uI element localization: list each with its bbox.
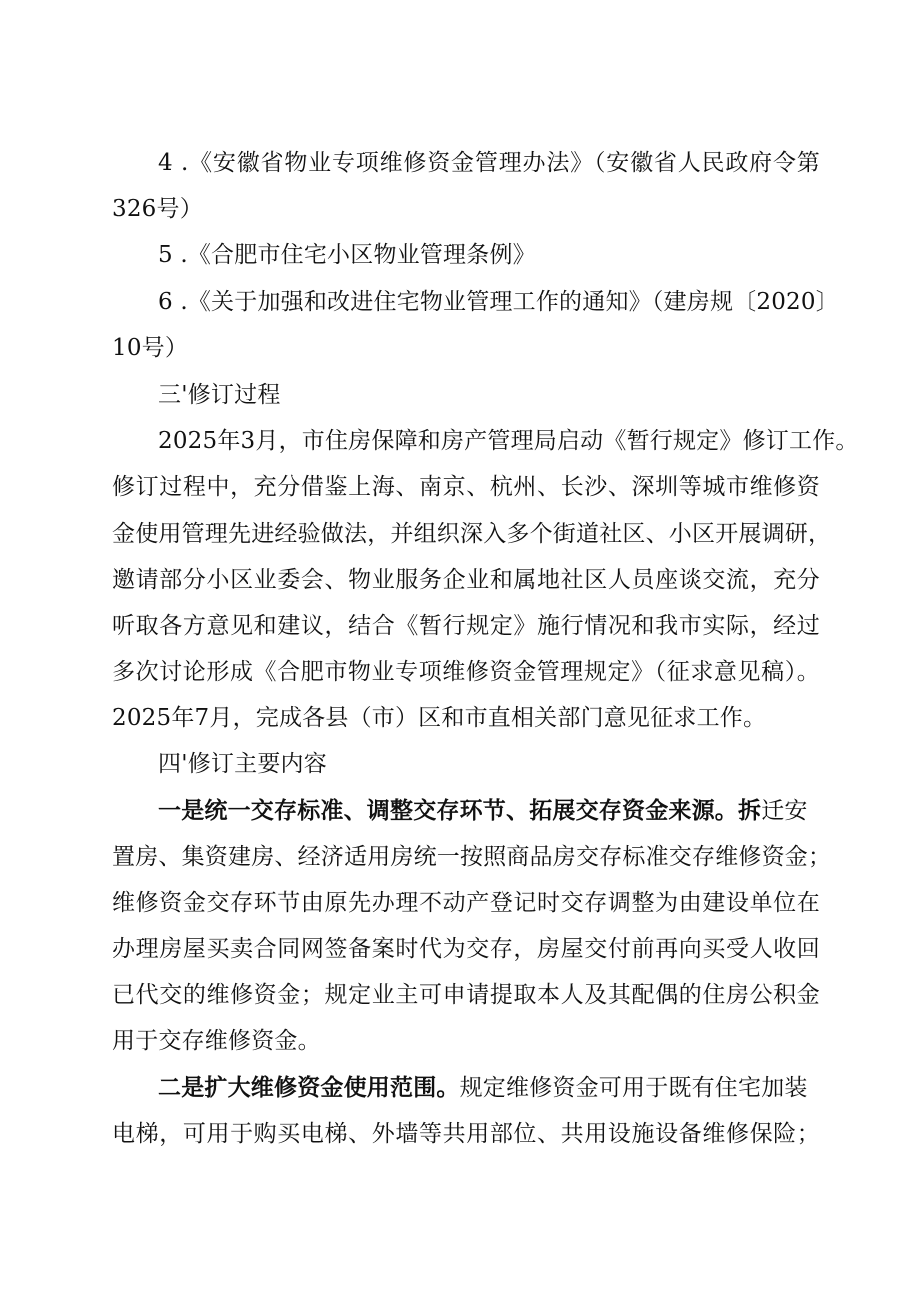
text-line: 10号） <box>112 335 189 361</box>
text-line: 修订过程中，充分借鉴上海、南京、杭州、长沙、深圳等城市维修资 <box>112 474 820 500</box>
text-line: 用于交存维修资金。 <box>112 1028 321 1054</box>
bold-lead-1: 一是统一交存标准、调整交存环节、拓展交存资金来源。拆 <box>158 797 762 824</box>
text-line: 2025年7月，完成各县（市）区和市直相关部门意见征求工作。 <box>112 705 767 731</box>
text-line: 维修资金交存环节由原先办理不动产登记时交存调整为由建设单位在 <box>112 890 820 916</box>
text-line: 办理房屋买卖合同网签备案时代为交存，房屋交付前再向买受人收回 <box>112 936 820 962</box>
section-heading: 四'修订主要内容 <box>158 751 327 777</box>
text-line <box>158 1073 820 1103</box>
text-line: 电梯，可用于购买电梯、外墙等共用部位、共用设施设备维修保险； <box>112 1121 820 1147</box>
text-line: 326号） <box>112 196 203 222</box>
text-line: 邀请部分小区业委会、物业服务企业和属地社区人员座谈交流，充分 <box>112 567 820 593</box>
text-line <box>158 796 820 826</box>
text-line: 4 .《安徽省物业专项维修资金管理办法》（安徽省人民政府令第 <box>158 150 820 176</box>
text-line: 听取各方意见和建议，结合《暂行规定》施行情况和我市实际，经过 <box>112 613 820 639</box>
bold-lead-2: 二是扩大维修资金使用范围。 <box>158 1074 460 1101</box>
section-heading: 三'修订过程 <box>158 382 281 408</box>
text-line: 5 .《合肥市住宅小区物业管理条例》 <box>158 242 536 268</box>
text-line: 金使用管理先进经验做法，并组织深入多个街道社区、小区开展调研， <box>112 521 832 547</box>
text-tail: 规定维修资金可用于既有住宅加装 <box>459 1075 808 1101</box>
text-line: 多次讨论形成《合肥市物业专项维修资金管理规定》（征求意见稿）。 <box>112 659 820 685</box>
text-line: 6 .《关于加强和改进住宅物业管理工作的通知》（建房规〔2020〕 <box>158 289 839 315</box>
text-line: 已代交的维修资金；规定业主可申请提取本人及其配偶的住房公积金 <box>112 982 820 1008</box>
text-line: 置房、集资建房、经济适用房统一按照商品房交存标准交存维修资金； <box>112 844 832 870</box>
text-line: 2025年3月，市住房保障和房产管理局启动《暂行规定》修订工作。 <box>158 428 859 454</box>
text-tail: 迁安 <box>761 798 808 824</box>
